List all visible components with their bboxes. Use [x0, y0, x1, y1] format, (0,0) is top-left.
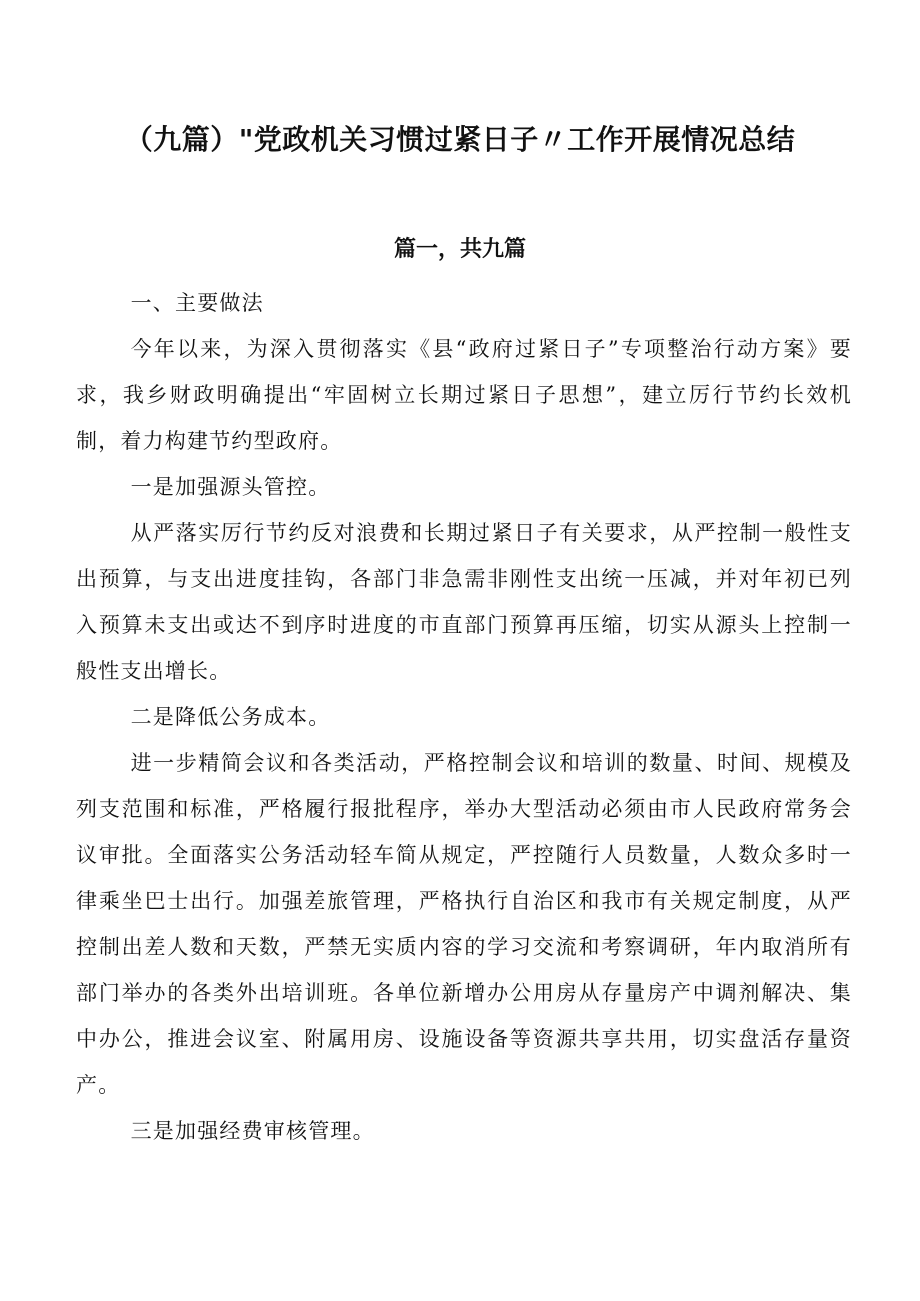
paragraph-intro: 今年以来，为深入贯彻落实《县“政府过紧日子”专项整治行动方案》要求，我乡财政明确提出“牢固树立长期过紧日子思想”，建立厉行节约长效机制，着力构建节约型政府。 [76, 337, 852, 453]
subheading-source-control: 一是加强源头管控。 [130, 475, 331, 499]
section-title: 篇一，共九篇 [393, 237, 526, 262]
subheading-funding-review: 三是加强经费审核管理。 [130, 1119, 375, 1143]
subheading-reduce-costs: 二是降低公务成本。 [130, 705, 331, 729]
paragraph-source-control: 从严落实厉行节约反对浪费和长期过紧日子有关要求，从严控制一般性支出预算，与支出进度挂钩，各部门非急需非刚性支出统一压减，并对年初已列入预算未支出或达不到序时进度的市直部门预算再压缩，切实从源头上控制一般性支出增长。 [76, 521, 852, 683]
paragraph-reduce-costs: 进一步精简会议和各类活动，严格控制会议和培训的数量、时间、规模及列支范围和标准，严格履行报批程序，举办大型活动必须由市人民政府常务会议审批。全面落实公务活动轻车简从规定，严控随行人员数量，人数众多时一律乘坐巴士出行。加强差旅管理，严格执行自治区和我市有关规定制度，从严控制出差人数和天数，严禁无实质内容的学习交流和考察调研，年内取消所有部门举办的各类外出培训班。各单位新增办公用房从存量房产中调剂解决、集中办公，推进会议室、附属用房、设施设备等资源共享共用，切实盘活存量资产。 [76, 751, 852, 1097]
heading-main-practices: 一、主要做法 [130, 291, 264, 315]
document-body [76, 280, 852, 1154]
document-title: （九篇）"党政机关习惯过紧日子〃工作开展情况总结 [124, 123, 796, 156]
